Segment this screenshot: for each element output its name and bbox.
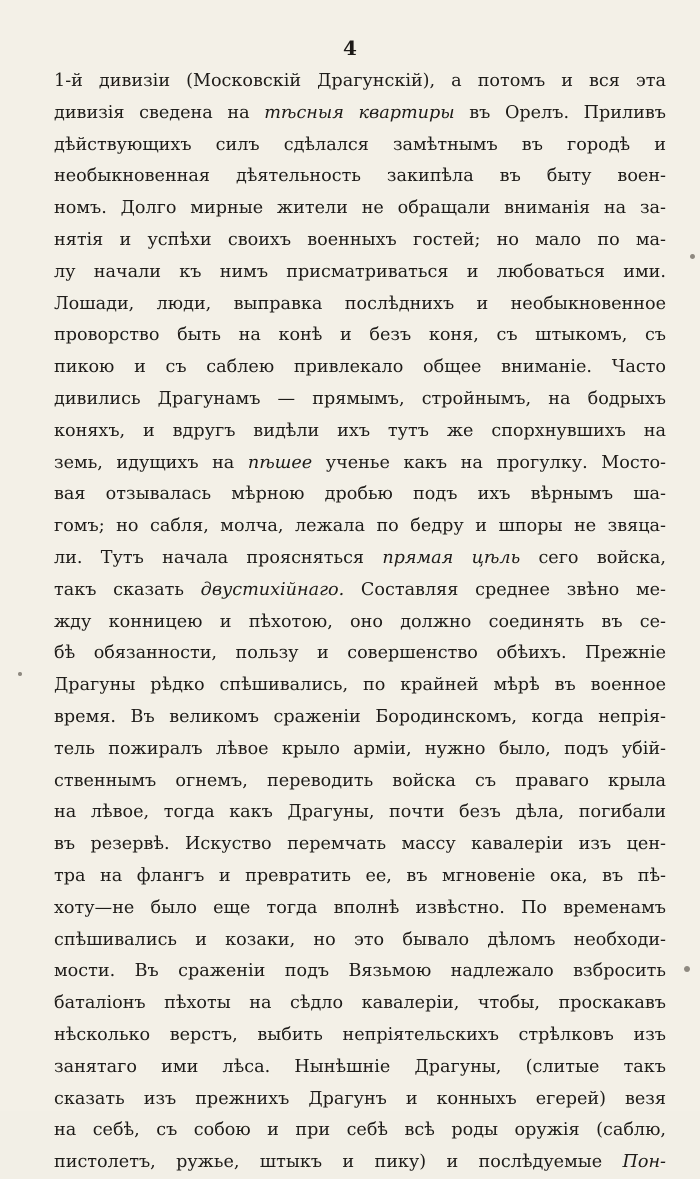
text-line	[54, 1115, 666, 1147]
ink-spot	[684, 966, 690, 972]
text-run: нятія и успѣхи своихъ военныхъ гостей; но мало по ма-	[54, 229, 666, 250]
text-line	[54, 1020, 666, 1052]
text-line	[54, 956, 666, 988]
text-run: время. Въ великомъ сраженіи Бородинскомъ, когда непрія-	[54, 706, 666, 727]
italic-phrase: двустихійнаго.	[200, 579, 345, 600]
italic-phrase: пѣшее	[247, 452, 313, 473]
text-run: сего войска,	[520, 547, 666, 568]
text-line	[54, 543, 666, 575]
text-line	[54, 511, 666, 543]
text-line	[54, 98, 666, 130]
body-text	[54, 66, 666, 1179]
text-run: земь, идущихъ на	[54, 452, 248, 473]
text-run: бѣ обязанности, пользу и совершенство обѣихъ. Прежніе	[54, 643, 666, 664]
text-run: гомъ; но сабля, молча, лежала по бедру и шпоры не звяца-	[54, 516, 666, 537]
text-line	[54, 479, 666, 511]
text-run: ственнымъ огнемъ, переводить войска съ праваго крыла	[54, 770, 666, 791]
text-run: въ резервѣ. Искуство перемчать массу кавалеріи изъ цен-	[54, 834, 666, 855]
text-line	[54, 734, 666, 766]
text-run: дѣйствующихъ силъ сдѣлался замѣтнымъ въ городѣ и	[54, 134, 666, 155]
italic-phrase: Пон-	[622, 1152, 666, 1173]
italic-phrase: прямая цѣль	[382, 547, 521, 568]
text-line	[54, 1052, 666, 1084]
italic-phrase: тѣсныя квартиры	[264, 102, 455, 123]
text-line	[54, 797, 666, 829]
text-line	[54, 384, 666, 416]
text-run: тель пожиралъ лѣвое крыло арміи, нужно было, подъ убій-	[54, 738, 666, 759]
text-run: дивизія сведена на	[54, 102, 265, 123]
text-run: проворство быть на конѣ и безъ коня, съ штыкомъ, съ	[54, 325, 666, 346]
text-run: Составляя среднее звѣно ме-	[344, 579, 666, 600]
text-line	[54, 638, 666, 670]
text-run: пикою и съ саблею привлекало общее вниманіе. Часто	[54, 357, 666, 378]
text-line	[54, 193, 666, 225]
text-line	[54, 161, 666, 193]
text-run: занятаго ими лѣса. Нынѣшніе Драгуны, (слитые такъ	[54, 1056, 666, 1077]
ink-spot	[690, 254, 695, 259]
text-line	[54, 829, 666, 861]
text-line	[54, 257, 666, 289]
text-run: Лошади, люди, выправка послѣднихъ и необыкновенное	[54, 293, 666, 314]
page-number: 4	[343, 36, 357, 60]
text-run: баталіонъ пѣхоты на сѣдло кавалеріи, чтобы, проскакавъ	[54, 993, 666, 1014]
text-line	[54, 861, 666, 893]
text-run: въ Орелъ. Приливъ	[454, 102, 666, 123]
text-run: коняхъ, и вдругъ видѣли ихъ тутъ же спорхнувшихъ на	[54, 420, 666, 441]
text-run: необыкновенная дѣятельность закипѣла въ быту воен-	[54, 166, 666, 187]
text-run: Драгуны рѣдко спѣшивались, по крайней мѣрѣ въ военное	[54, 675, 666, 696]
text-run: тра на флангъ и превратить ее, въ мгновеніе ока, въ пѣ-	[54, 865, 666, 886]
text-run: ли. Тутъ начала проясняться	[54, 547, 383, 568]
text-line	[54, 416, 666, 448]
text-line	[54, 702, 666, 734]
text-run: 1-й дивизіи (Московскій Драгунскій), а потомъ и вся эта	[54, 71, 666, 91]
text-run: на лѣвое, тогда какъ Драгуны, почти безъ дѣла, погибали	[54, 802, 666, 823]
text-line	[54, 320, 666, 352]
text-line	[54, 66, 666, 98]
text-line	[54, 352, 666, 384]
text-line	[54, 1147, 666, 1179]
text-line	[54, 766, 666, 798]
text-run: спѣшивались и козаки, но это бывало дѣломъ необходи-	[54, 929, 666, 950]
text-line	[54, 225, 666, 257]
text-line	[54, 289, 666, 321]
text-line	[54, 575, 666, 607]
text-run: дивились Драгунамъ — прямымъ, стройнымъ, на бодрыхъ	[54, 388, 666, 409]
text-run: жду конницею и пѣхотою, оно должно соединять въ се-	[54, 611, 666, 632]
text-run: такъ сказать	[54, 579, 201, 600]
text-line	[54, 130, 666, 162]
text-line	[54, 670, 666, 702]
text-run: мости. Въ сраженіи подъ Вязьмою надлежало взбросить	[54, 961, 666, 982]
text-run: номъ. Долго мирные жители не обращали вниманія на за-	[54, 198, 666, 219]
text-run: на себѣ, съ собою и при себѣ всѣ роды оружія (саблю,	[54, 1120, 666, 1141]
text-line	[54, 988, 666, 1020]
text-line	[54, 893, 666, 925]
ink-spot	[18, 672, 22, 676]
text-run: лу начали къ нимъ присматриваться и любоваться ими.	[54, 261, 666, 282]
text-line	[54, 607, 666, 639]
text-run: пистолетъ, ружье, штыкъ и пику) и послѣдуемые	[54, 1152, 623, 1173]
text-run: нѣсколько верстъ, выбить непріятельскихъ стрѣлковъ изъ	[54, 1024, 666, 1045]
text-line	[54, 925, 666, 957]
text-run: сказать изъ прежнихъ Драгунъ и конныхъ егерей) везя	[54, 1088, 666, 1109]
text-run: ученье какъ на прогулку. Мосто-	[312, 452, 666, 473]
text-run: хоту—не было еще тогда вполнѣ извѣстно. По временамъ	[54, 897, 666, 918]
text-line	[54, 448, 666, 480]
text-run: вая отзывалась мѣрною дробью подъ ихъ вѣрнымъ ша-	[54, 484, 666, 505]
